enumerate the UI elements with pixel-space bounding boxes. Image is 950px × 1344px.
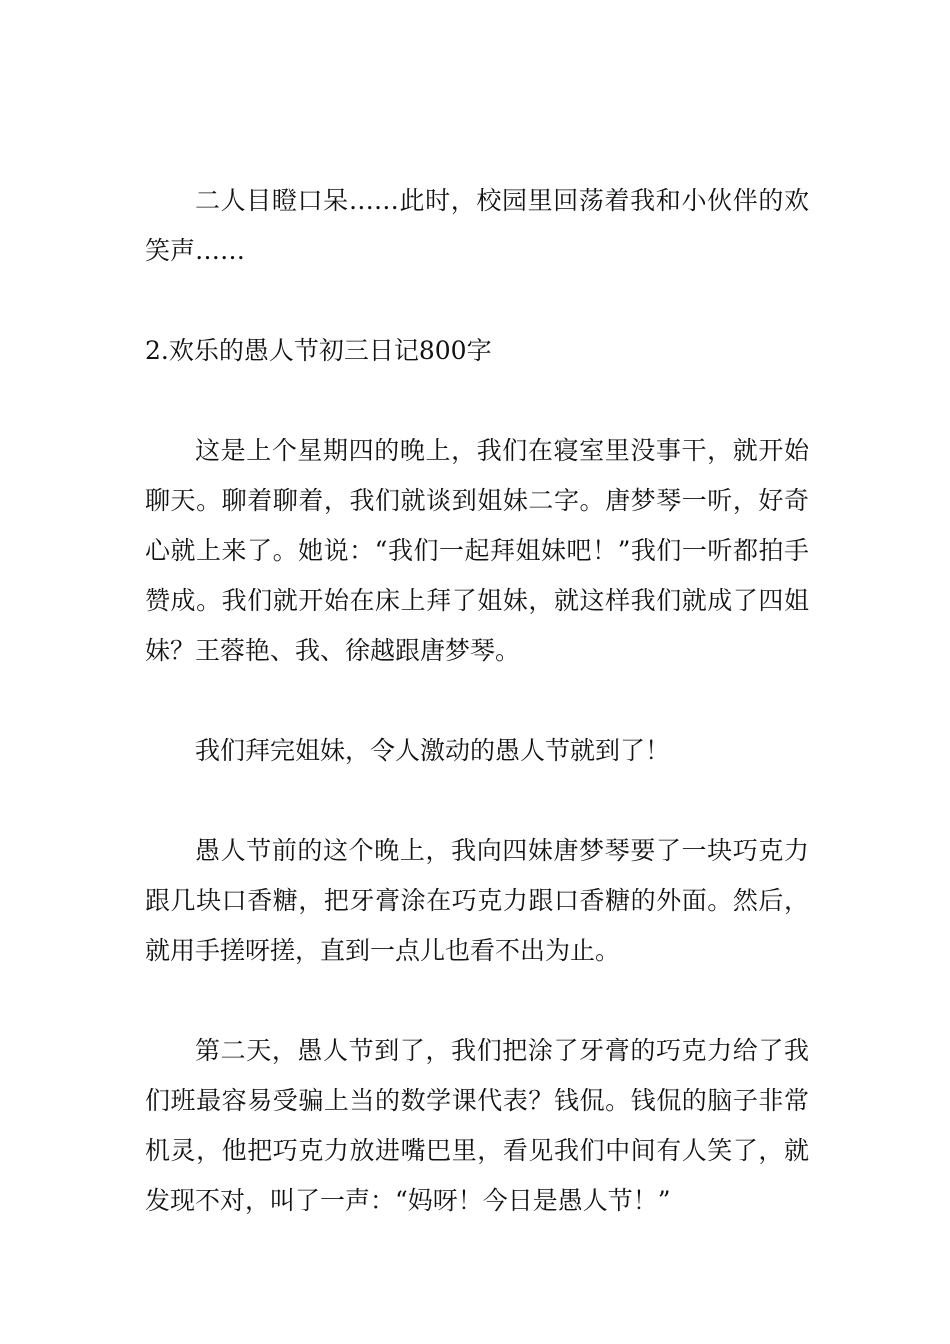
paragraph-ending: 二人目瞪口呆……此时，校园里回荡着我和小伙伴的欢笑声……	[145, 186, 809, 265]
paragraph-sisters: 这是上个星期四的晚上，我们在寝室里没事干，就开始聊天。聊着聊着，我们就谈到姐妹二字。唐梦琴一听，好奇心就上来了。她说：“我们一起拜姐妹吧！”我们一听都拍手赞成。我们就开始在床上拜了姐妹，就这样我们就成了四姐妹？王蓉艳、我、徐越跟唐梦琴。	[145, 436, 809, 665]
paragraph-aprilfools-arrives: 我们拜完姐妹，令人激动的愚人节就到了！	[195, 736, 671, 765]
paragraph-prank-preparation: 愚人节前的这个晚上，我向四妹唐梦琴要了一块巧克力跟几块口香糖，把牙膏涂在巧克力跟口香糖的外面。然后，就用手搓呀搓，直到一点儿也看不出为止。	[145, 836, 809, 965]
document-body	[145, 176, 809, 1276]
paragraph-prank-day: 第二天，愚人节到了，我们把涂了牙膏的巧克力给了我们班最容易受骗上当的数学课代表？钱侃。钱侃的脑子非常机灵，他把巧克力放进嘴巴里，看见我们中间有人笑了，就发现不对，叫了一声：“妈呀！今日是愚人节！”	[145, 1036, 809, 1215]
section-heading: 2.欢乐的愚人节初三日记800字	[145, 336, 492, 365]
